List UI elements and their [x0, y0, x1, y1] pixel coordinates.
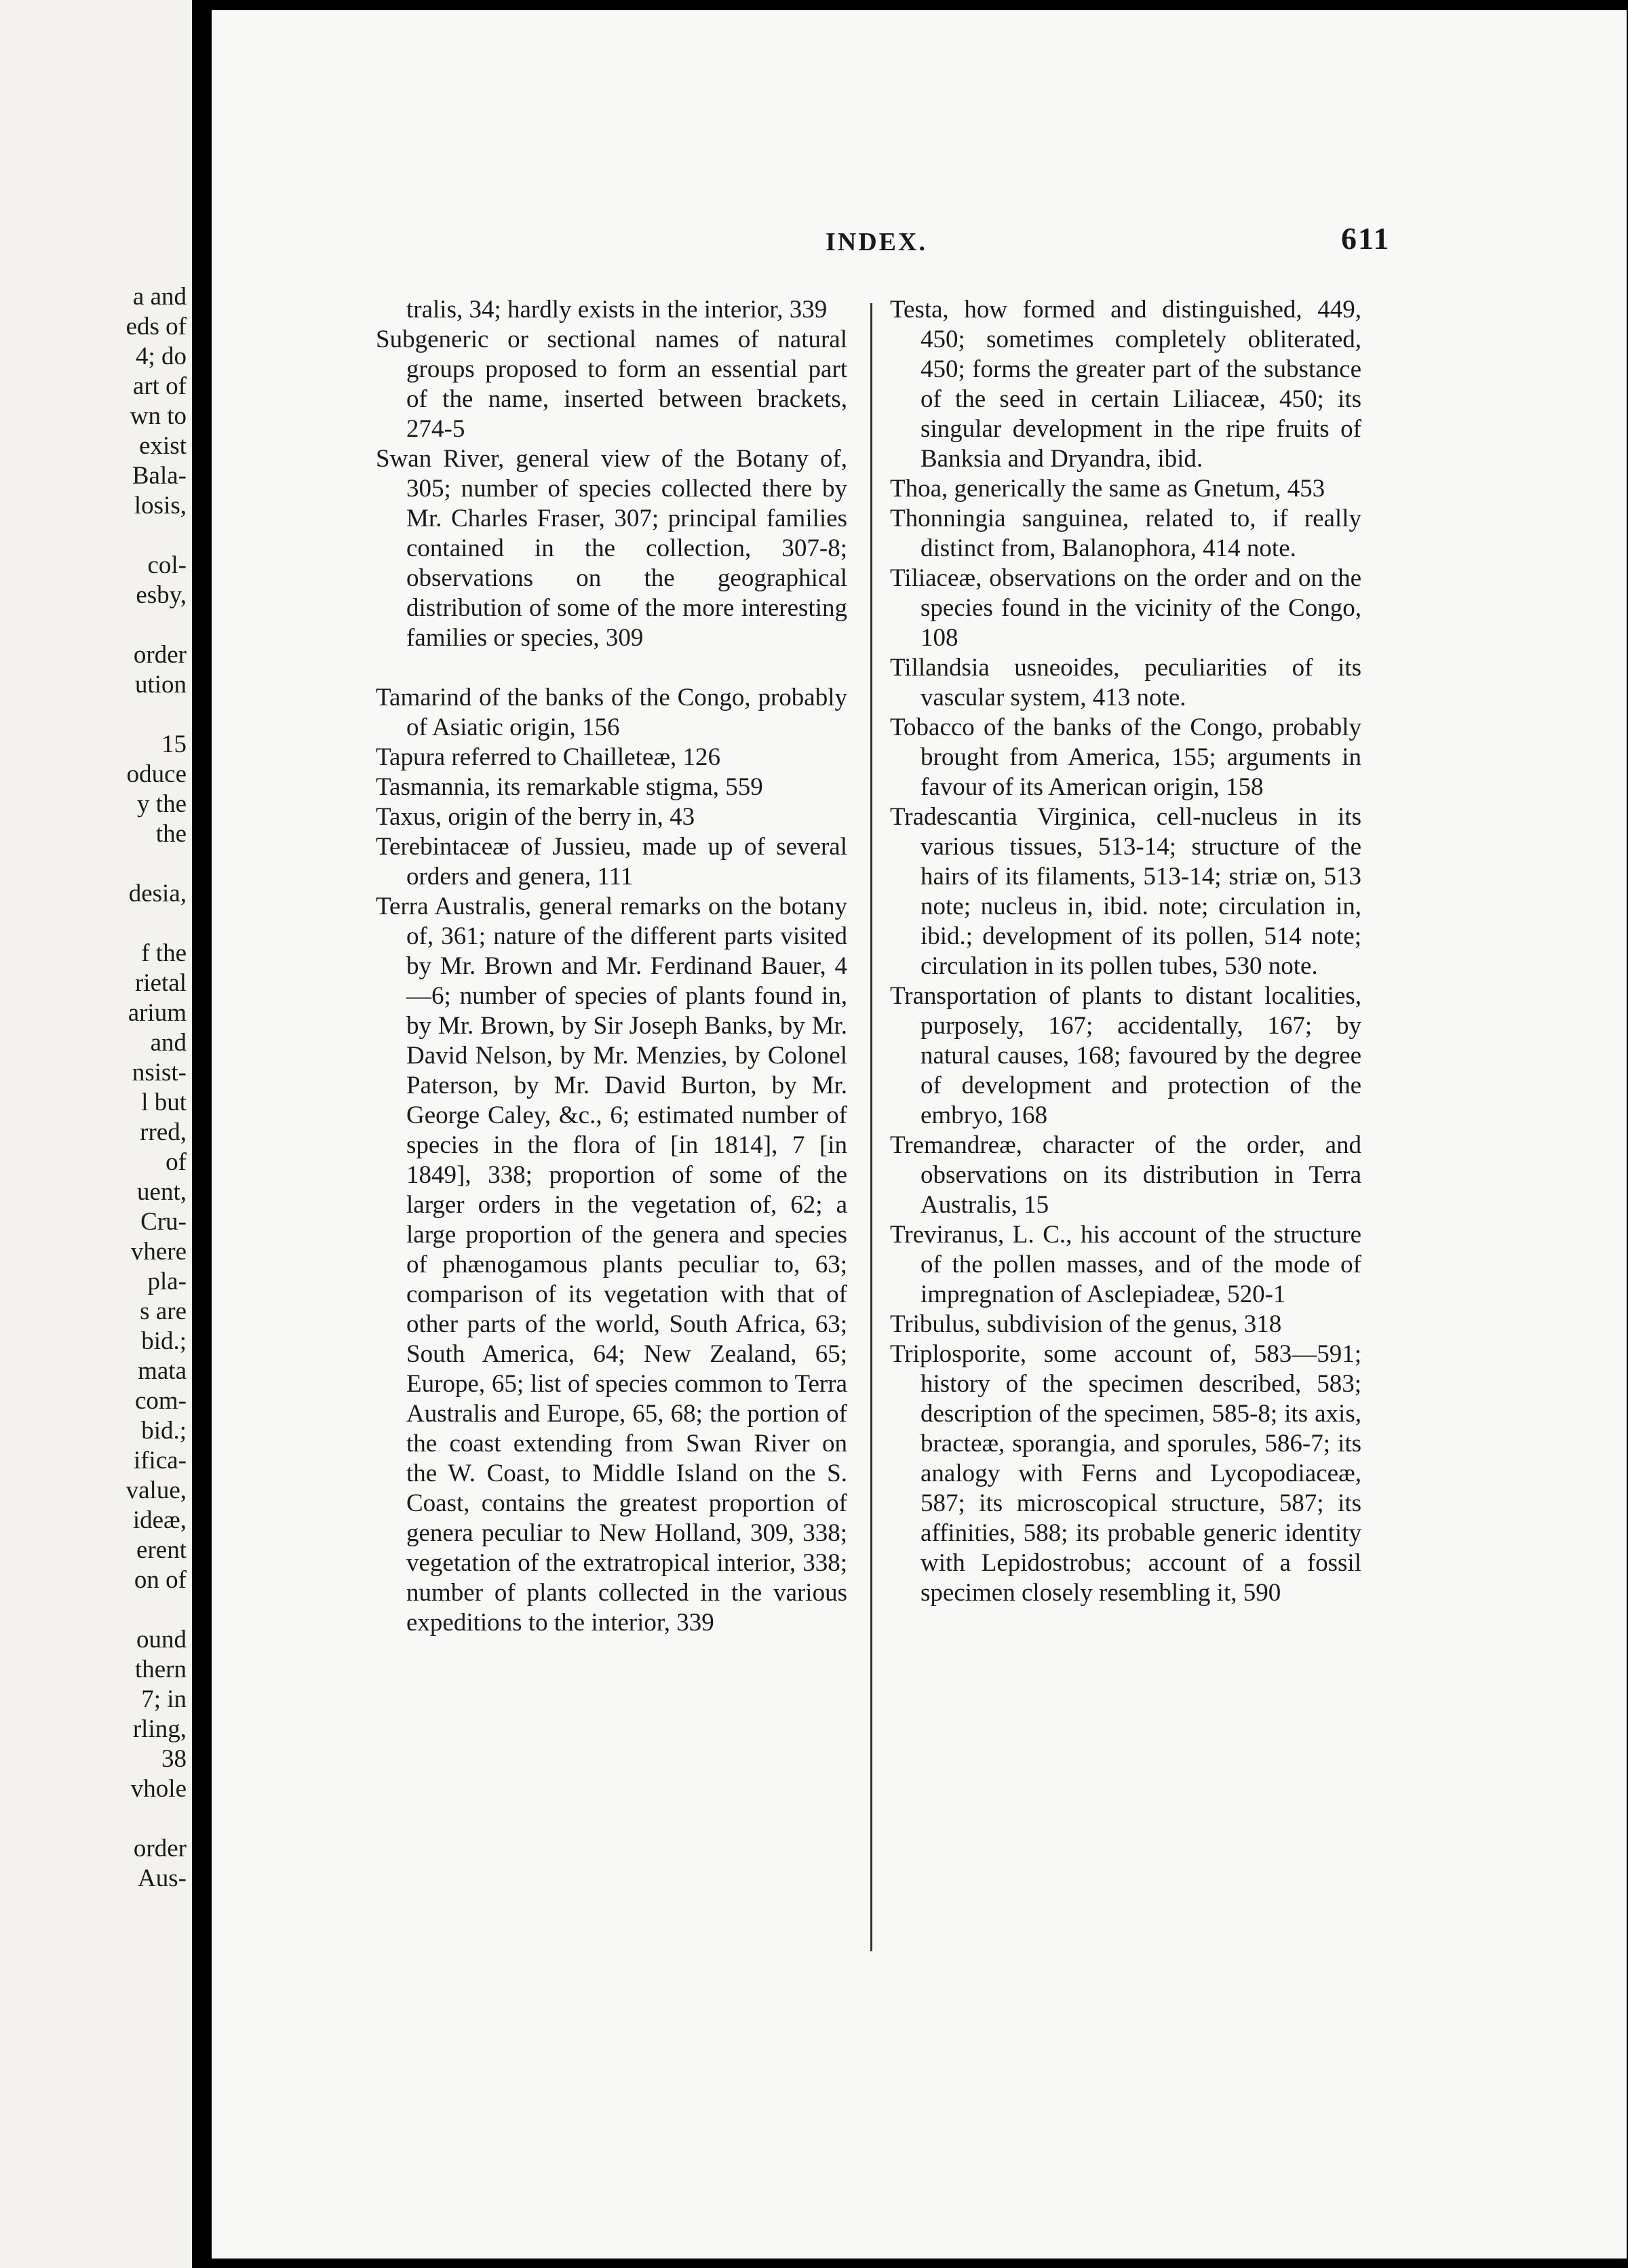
facing-page-line: eds of — [125, 313, 187, 340]
facing-page-line: col- — [147, 551, 187, 579]
index-entry: Transportation of plants to distant localities, purposely, 167; accidentally, 167; by natural causes, 168; favoured by the degree of development and protection of the embryo, 168 — [890, 982, 1361, 1129]
index-entry: Tapura referred to Chailleteæ, 126 — [376, 743, 721, 771]
index-entry: Tiliaceæ, observations on the order and on the species found in the vicinity of the Congo, 108 — [890, 564, 1361, 652]
facing-page-line: com- — [134, 1387, 187, 1415]
facing-page-line: wn to — [130, 402, 187, 430]
facing-page-line: s are — [140, 1297, 187, 1325]
index-entry: Thonningia sanguinea, related to, if really distinct from, Balanophora, 414 note. — [890, 505, 1361, 562]
index-entry: Tobacco of the banks of the Congo, probably brought from America, 155; arguments in favour of its American origin, 158 — [890, 713, 1361, 801]
facing-page-line: f the — [141, 939, 187, 967]
index-entry: Tasmannia, its remarkable stigma, 559 — [376, 773, 763, 801]
facing-page-line: a and — [132, 283, 187, 311]
facing-page-line: rling, — [132, 1715, 187, 1743]
facing-page-line: bid.; — [141, 1327, 187, 1355]
column-divider — [870, 303, 872, 1951]
index-column-left — [376, 295, 847, 1638]
facing-page-line: rred, — [140, 1118, 187, 1146]
facing-page-line: y the — [137, 790, 187, 818]
index-column-right — [890, 295, 1361, 1608]
facing-page-line: 38 — [161, 1745, 187, 1773]
index-entry: Thoa, generically the same as Gnetum, 453 — [890, 475, 1325, 503]
index-entry: Terebintaceæ of Jussieu, made up of several orders and genera, 111 — [376, 833, 847, 891]
facing-page-line: desia, — [128, 880, 187, 907]
facing-page-line: 7; in — [141, 1685, 187, 1713]
index-entry: Tradescantia Virginica, cell-nucleus in its various tissues, 513-14; structure of the hairs of its filaments, 513-14; striæ on, 513 note; nucleus in, ibid. note; circulation in, ibid.; development of its pollen, 514 note; circulation in its pollen tubes, 530 note. — [890, 803, 1361, 980]
facing-page-line: rietal — [134, 969, 187, 997]
facing-page-line: 4; do — [135, 343, 187, 370]
facing-page-line: ifica- — [133, 1447, 187, 1474]
facing-page-line: Bala- — [132, 462, 187, 490]
index-entry: Swan River, general view of the Botany of, 305; number of species collected there by Mr. Charles Fraser, 307; principal families contained in the collection, 307-8; observations on the geographical distribution of some of the more interesting families or species, 309 — [376, 445, 847, 652]
index-entry: Tillandsia usneoides, peculiarities of its vascular system, 413 note. — [890, 654, 1361, 711]
facing-page-line: the — [155, 820, 187, 848]
facing-page-line: art of — [132, 372, 187, 400]
facing-page-line: exist — [139, 432, 187, 460]
facing-page-line: vhole — [130, 1775, 187, 1803]
facing-page-line: thern — [134, 1656, 187, 1683]
facing-page-line: ution — [134, 671, 187, 699]
facing-page-line: 15 — [161, 730, 187, 758]
index-entry: Terra Australis, general remarks on the botany of, 361; nature of the different parts visited by Mr. Brown and Mr. Ferdinand Bauer, 4—6; number of species of plants found in, by Mr. Brown, by Sir Joseph Banks, by Mr. David Nelson, by Mr. Menzies, by Colonel Paterson, by Mr. David Burton, by Mr. George Caley, &c., 6; estimated number of species in the flora of [in 1814], 7 [in 1849], 338; proportion of some of the larger orders in the vegetation of, 62; a large proportion of the genera and species of phænogamous plants peculiar to, 63; comparison of its vegetation with that of other parts of the world, South Africa, 63; South America, 64; New Zealand, 65; Europe, 65; list of species common to Terra Australis and Europe, 65, 68; the portion of the coast extending from Swan River on the W. Coast, to Middle Island on the S. Coast, contains the greatest proportion of genera peculiar to New Holland, 309, 338; vegetation of the extratropical interior, 338; number of plants collected in the various expeditions to the interior, 339 — [376, 893, 847, 1637]
facing-page-line: arium — [128, 999, 187, 1027]
index-entry: Tamarind of the banks of the Congo, probably of Asiatic origin, 156 — [376, 684, 847, 741]
index-entry: Testa, how formed and distinguished, 449, 450; sometimes completely obliterated, 450; forms the greater part of the substance of the seed in certain Liliaceæ, 450; its singular development in the ripe fruits of Banksia and Dryandra, ibid. — [890, 296, 1361, 473]
index-page — [212, 10, 1627, 2259]
facing-page-fragment — [0, 0, 192, 2268]
page-number: 611 — [1341, 221, 1391, 256]
index-entry: tralis, 34; hardly exists in the interior, 339 — [406, 296, 828, 324]
facing-page-line: and — [150, 1029, 187, 1057]
facing-page-line: order — [133, 641, 187, 669]
facing-page-line: value, — [125, 1477, 187, 1504]
running-header: INDEX. — [826, 228, 927, 256]
facing-page-line: l but — [141, 1089, 187, 1116]
facing-page-line: losis, — [134, 492, 187, 520]
index-entry: Treviranus, L. C., his account of the structure of the pollen masses, and of the mode of impregnation of Asclepiadeæ, 520-1 — [890, 1221, 1361, 1308]
index-entry: Taxus, origin of the berry in, 43 — [376, 803, 695, 831]
facing-page-line: mata — [138, 1357, 187, 1385]
facing-page-line: order — [133, 1835, 187, 1862]
facing-page-line: of — [166, 1148, 187, 1176]
facing-page-line: nsist- — [132, 1059, 187, 1087]
facing-page-line: esby, — [136, 581, 187, 609]
index-entry: Tribulus, subdivision of the genus, 318 — [890, 1310, 1282, 1338]
facing-page-line: uent, — [137, 1178, 187, 1206]
facing-page-line: ideæ, — [132, 1506, 187, 1534]
facing-page-line: bid.; — [141, 1417, 187, 1445]
facing-page-line: Cru- — [140, 1208, 187, 1236]
facing-page-line: vhere — [130, 1238, 187, 1266]
facing-page-line: oduce — [126, 760, 187, 788]
facing-page-line: erent — [136, 1536, 187, 1564]
facing-page-line: pla- — [147, 1268, 187, 1295]
index-entry: Tremandreæ, character of the order, and observations on its distribution in Terra Australis, 15 — [890, 1131, 1361, 1219]
facing-page-line: Aus- — [138, 1864, 187, 1892]
index-entry: Subgeneric or sectional names of natural groups proposed to form an essential part of the name, inserted between brackets, 274-5 — [376, 326, 847, 443]
facing-page-line: ound — [136, 1626, 187, 1654]
facing-page-line: on of — [134, 1566, 187, 1594]
index-entry: Triplosporite, some account of, 583—591; history of the specimen described, 583; description of the specimen, 585-8; its axis, bracteæ, sporangia, and sporules, 586-7; its analogy with Ferns and Lycopodiaceæ, 587; its microscopical structure, 587; its affinities, 588; its probable generic identity with Lepidostrobus; account of a fossil specimen closely resembling it, 590 — [890, 1340, 1361, 1607]
